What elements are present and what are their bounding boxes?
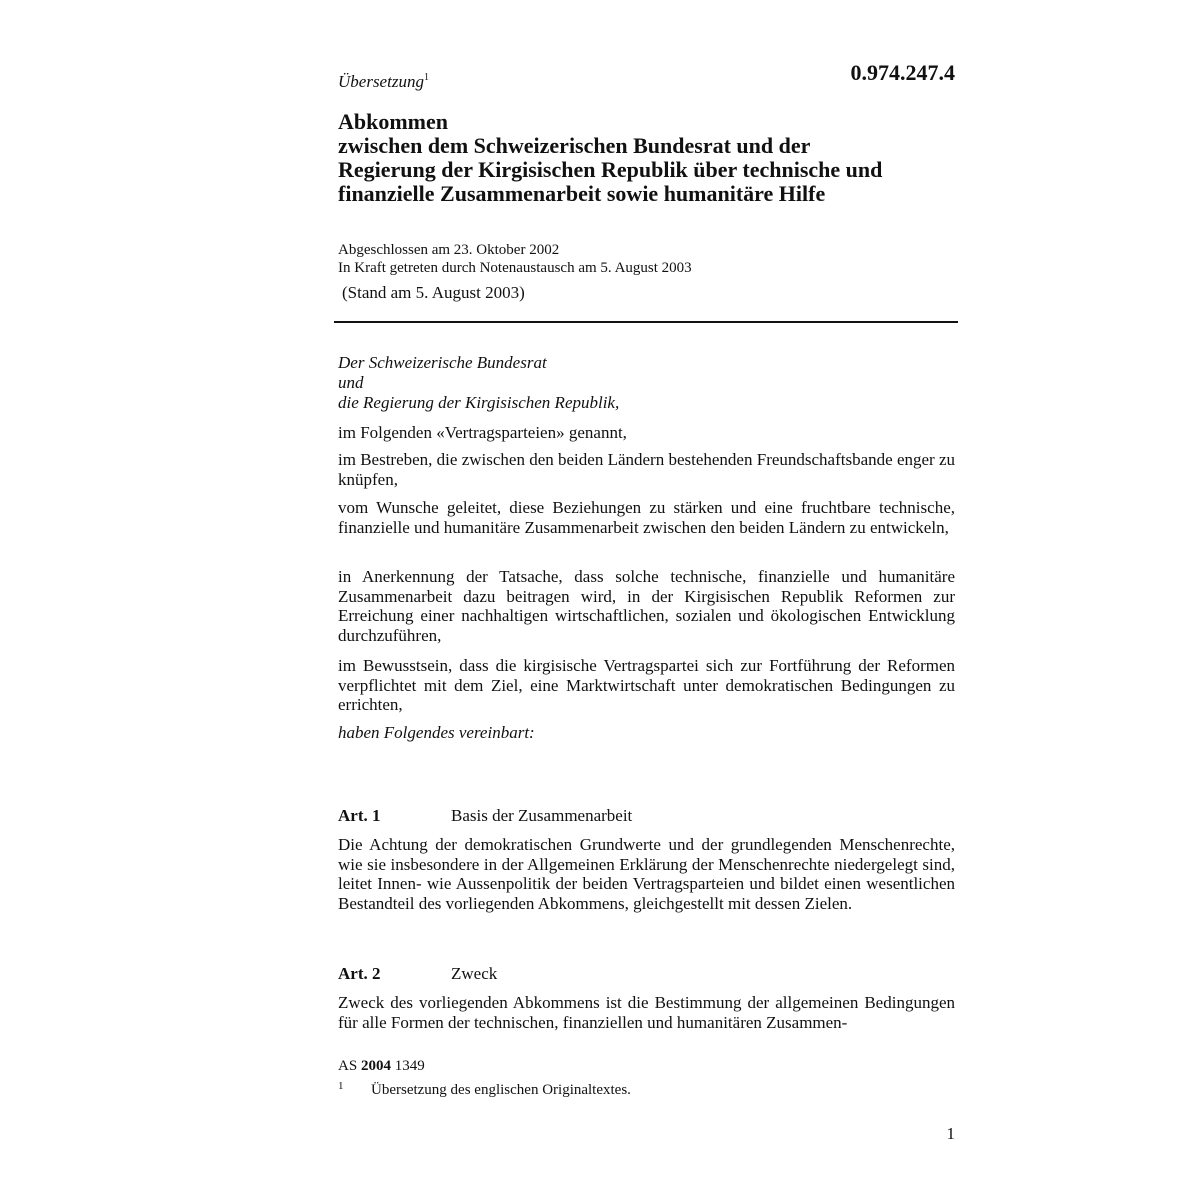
official-collection-ref: AS 2004 1349 <box>338 1058 425 1074</box>
preamble-paragraph: vom Wunsche geleitet, diese Beziehungen zu stärken und eine fruchtbare technische, finanzielle und humanitäre Zusammenarbeit zwischen den beiden Ländern zu entwickeln, <box>338 498 955 537</box>
party-2: die Regierung der Kirgisischen Republik, <box>338 393 620 412</box>
footnote-ref[interactable]: 1 <box>423 72 429 83</box>
article-1-heading <box>338 806 632 826</box>
conclusion-info <box>338 241 692 277</box>
article-title: Zweck <box>451 964 498 983</box>
preamble-paragraph: im Folgenden «Vertragsparteien» genannt, <box>338 423 627 442</box>
header-divider <box>334 321 958 323</box>
footnote-text: Übersetzung des englischen Originaltextes. <box>371 1082 631 1098</box>
article-number: Art. 2 <box>338 964 381 983</box>
party-1: Der Schweizerische Bundesrat <box>338 353 547 372</box>
concluded-date: Abgeschlossen am 23. Oktober 2002 <box>338 242 560 258</box>
preamble-agreed: haben Folgendes vereinbart: <box>338 723 535 742</box>
article-title: Basis der Zusammenarbeit <box>451 806 633 825</box>
title-line: zwischen dem Schweizerischen Bundesrat und der <box>338 133 811 158</box>
preamble-paragraph: im Bestreben, die zwischen den beiden Ländern bestehenden Freundschaftsbande enger zu knüpfen, <box>338 450 955 489</box>
footnote <box>338 1080 631 1099</box>
page-number: 1 <box>946 1124 955 1143</box>
article-1-text: Die Achtung der demokratischen Grundwerte und der grundlegenden Menschenrechte, wie sie insbesondere in der Allgemeinen Erklärung der Menschenrechte niedergelegt sind, leitet Innen- wie Aussenpolitik der beiden Vertragsparteien und bildet einen wesentlichen Bestandteil des vorliegenden Abkommens, gleichgestellt mit dessen Zielen. <box>338 835 955 913</box>
article-2-text: Zweck des vorliegenden Abkommens ist die Bestimmung der allgemeinen Bedingungen für alle Formen der technischen, finanziellen und humanitären Zusammen- <box>338 993 955 1032</box>
title-line: Regierung der Kirgisischen Republik über technische und <box>338 157 883 182</box>
article-2-heading <box>338 964 497 984</box>
footnote-number: 1 <box>338 1080 344 1092</box>
in-force-date: In Kraft getreten durch Notenaustausch am 5. August 2003 <box>338 260 692 276</box>
preamble-paragraph: im Bewusstsein, dass die kirgisische Vertragspartei sich zur Fortführung der Reformen verpflichtet mit dem Ziel, eine Marktwirtschaft unter demokratischen Bedingungen zu errichten, <box>338 656 955 714</box>
sr-number: 0.974.247.4 <box>850 60 955 85</box>
preamble-paragraph: in Anerkennung der Tatsache, dass solche technische, finanzielle und humanitäre Zusammenarbeit dazu beitragen wird, in der Kirgisischen Republik Reformen zur Erreichung einer nachhaltigen wirtschaftlichen, sozialen und ökologischen Entwicklung durchzuführen, <box>338 567 955 645</box>
status-date: (Stand am 5. August 2003) <box>342 283 525 302</box>
party-conjunction: und <box>338 373 364 392</box>
title-line: Abkommen <box>338 109 449 134</box>
document-title <box>338 110 958 206</box>
preamble-parties <box>338 353 619 413</box>
article-number: Art. 1 <box>338 806 381 825</box>
title-line: finanzielle Zusammenarbeit sowie humanitäre Hilfe <box>338 181 826 206</box>
translation-label: Übersetzung$^1$ <box>338 72 429 91</box>
